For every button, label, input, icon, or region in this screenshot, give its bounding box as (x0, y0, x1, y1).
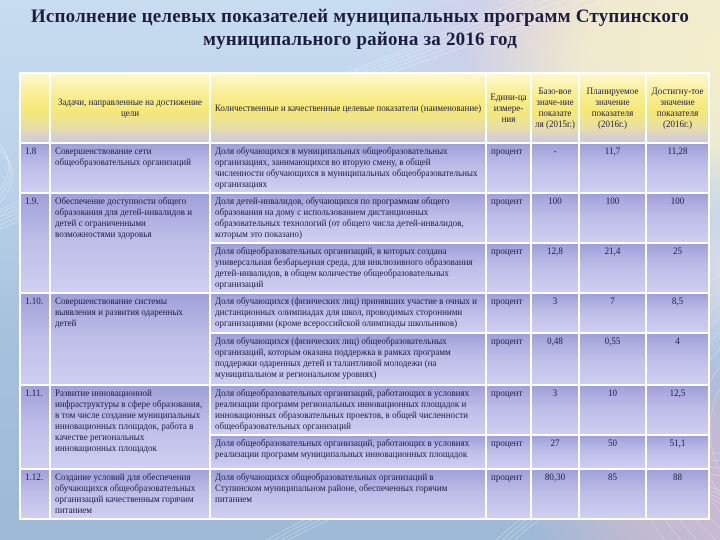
header-base-value: Базо-вое значе-ние показате ля (2015г.) (531, 73, 579, 143)
planned-value-cell: 85 (579, 469, 646, 519)
achieved-value-cell: 88 (646, 469, 709, 519)
row-number-cell: 1.9. (20, 193, 50, 293)
task-cell: Создание условий для обеспечения обучающихся общеобразовательных организаций качественным горячим питанием (50, 469, 210, 519)
task-cell: Совершенствование системы выявления и развития одаренных детей (50, 293, 210, 385)
header-planned-value: Планируемое значение показателя (2016г.) (579, 73, 646, 143)
indicators-table (19, 72, 710, 520)
planned-value-cell: 50 (579, 435, 646, 469)
planned-value-cell: 21,4 (579, 243, 646, 293)
indicator-cell: Доля обучающихся общеобразовательных организаций в Ступинском муниципальном районе, обеспеченных горячим питанием (210, 469, 486, 519)
achieved-value-cell: 25 (646, 243, 709, 293)
row-number-cell: 1.8 (20, 143, 50, 193)
row-number-cell: 1.12. (20, 469, 50, 519)
base-value-cell: 12,8 (531, 243, 579, 293)
planned-value-cell: 100 (579, 193, 646, 243)
base-value-cell: 27 (531, 435, 579, 469)
base-value-cell: 100 (531, 193, 579, 243)
page-title: Исполнение целевых показателей муниципальных программ Ступинского муниципального района за 2016 год (30, 6, 690, 50)
row-number-cell: 1.11. (20, 385, 50, 469)
base-value-cell: 3 (531, 293, 579, 333)
table-header-row (20, 73, 709, 143)
planned-value-cell: 0,55 (579, 333, 646, 385)
achieved-value-cell: 8,5 (646, 293, 709, 333)
indicator-cell: Доля общеобразовательных организаций, работающих в условиях реализации программ муниципальных инновационных площадок (210, 435, 486, 469)
header-unit: Едини-ца измере-ния (486, 73, 531, 143)
task-cell: Совершенствование сети общеобразовательных организаций (50, 143, 210, 193)
base-value-cell: 80,30 (531, 469, 579, 519)
task-cell: Развитие инновационной инфраструктуры в сфере образования, в том числе создание муниципальных инновационных площадок, работа в качестве региональных инновационных площадок (50, 385, 210, 469)
table-row (20, 469, 709, 519)
planned-value-cell: 11,7 (579, 143, 646, 193)
unit-cell: процент (486, 435, 531, 469)
header-achieved-value: Достигну-тое значение показателя (2016г.) (646, 73, 709, 143)
indicators-table-wrapper (19, 72, 710, 520)
header-tasks: Задачи, направленные на достижение цели (50, 73, 210, 143)
table-row (20, 293, 709, 333)
indicator-cell: Доля обучающихся (физических лиц) общеобразовательных организаций, которым оказана поддержка в рамках программ поддержки одаренных детей и талантливой молодежи (на муниципальном и региональном уровнях) (210, 333, 486, 385)
planned-value-cell: 10 (579, 385, 646, 435)
base-value-cell: 3 (531, 385, 579, 435)
table-body (20, 143, 709, 519)
table-row (20, 385, 709, 435)
achieved-value-cell: 100 (646, 193, 709, 243)
base-value-cell: - (531, 143, 579, 193)
unit-cell: процент (486, 293, 531, 333)
indicator-cell: Доля обучающихся в муниципальных общеобразовательных организациях, занимающихся во вторую смену, в общей численности обучающихся в муниципальных общеобразовательных организациях (210, 143, 486, 193)
indicator-cell: Доля общеобразовательных организаций, в которых создана универсальная безбарьерная среда, для инклюзивного образования детей-инвалидов, в общем количестве общеобразовательных организаций (210, 243, 486, 293)
achieved-value-cell: 4 (646, 333, 709, 385)
planned-value-cell: 7 (579, 293, 646, 333)
task-cell: Обеспечение доступности общего образования для детей-инвалидов и детей с ограниченными возможностями здоровья (50, 193, 210, 293)
row-number-cell: 1.10. (20, 293, 50, 385)
achieved-value-cell: 51,1 (646, 435, 709, 469)
unit-cell: процент (486, 243, 531, 293)
base-value-cell: 0,48 (531, 333, 579, 385)
indicator-cell: Доля общеобразовательных организаций, работающих в условиях реализации программ региональных инновационных площадок и инновационных образовательных проектов, в общей численности общеобразовательных организаций (210, 385, 486, 435)
unit-cell: процент (486, 469, 531, 519)
table-row (20, 143, 709, 193)
achieved-value-cell: 12,5 (646, 385, 709, 435)
indicator-cell: Доля детей-инвалидов, обучающихся по программам общего образования на дому с использованием дистанционных образовательных технологий (от общего числа детей-инвалидов, которым это показано) (210, 193, 486, 243)
unit-cell: процент (486, 333, 531, 385)
achieved-value-cell: 11,28 (646, 143, 709, 193)
header-indicators: Количественные и качественные целевые показатели (наименование) (210, 73, 486, 143)
header-number (20, 73, 50, 143)
unit-cell: процент (486, 143, 531, 193)
indicator-cell: Доля обучающихся (физических лиц) принявших участие в очных и дистанционных олимпиадах для школ, проводимых сторонними организациями (кроме всероссийской олимпиады школьников) (210, 293, 486, 333)
table-row (20, 193, 709, 243)
unit-cell: процент (486, 385, 531, 435)
unit-cell: процент (486, 193, 531, 243)
